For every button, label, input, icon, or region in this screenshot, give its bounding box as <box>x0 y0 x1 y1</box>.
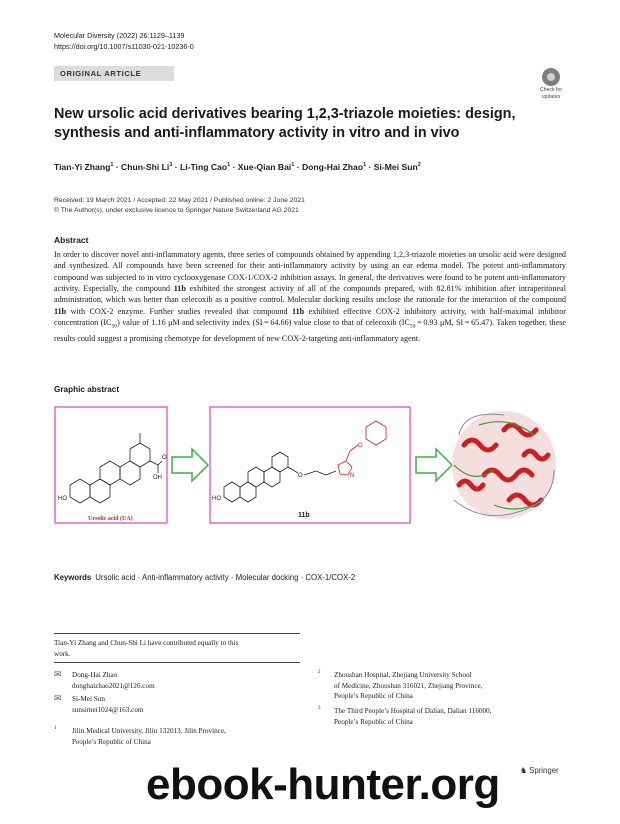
author-affiliation: 1 <box>291 162 295 169</box>
arrow-icon <box>172 449 208 481</box>
abstract-segment: exhibited the strongest activity of all of the compounds prepared, with 82.81% inhibition after intraperitoneal administration, which was better than celecoxib as a positive control. Molecular docking results unclose the rationale for the interaction of the compound <box>54 284 566 305</box>
graphic-abstract-figure <box>54 405 566 525</box>
affiliation-1 <box>54 726 304 747</box>
author[interactable]: Li-Ting Cao <box>179 162 228 172</box>
ua-ho-label: HO <box>58 496 67 502</box>
author-affiliation: 3 <box>169 162 173 169</box>
equal-contribution-note <box>54 638 300 659</box>
affiliation-number: 1 <box>54 726 57 731</box>
watermark: ebook-hunter.org <box>146 760 500 809</box>
ursolic-acid-frame <box>55 407 167 523</box>
abstract-heading: Abstract <box>54 235 89 245</box>
keywords <box>54 573 355 582</box>
linker-o-label: O <box>358 443 363 449</box>
doi-link[interactable]: https://doi.org/10.1007/s11030-021-10236-0 <box>54 42 194 51</box>
check-for-updates-badge[interactable] <box>537 68 565 100</box>
affiliation-number: 3 <box>318 706 321 711</box>
keywords-list: Ursolic acid · Anti-inflammatory activity · Molecular docking · COX-1/COX-2 <box>95 573 356 582</box>
affiliation-line: People’s Republic of China <box>334 692 413 700</box>
affiliation-line: Zhoushan Hospital, Zhejiang University School <box>334 671 472 679</box>
compound-11b-label: 11b <box>298 512 310 519</box>
affiliation-line: People’s Republic of China <box>72 737 151 746</box>
abstract-segment: In order to discover novel anti-inflammatory agents, three series of compounds obtained by appending 1,2,3-triazole moieties on ursolic acid were designed and synthesized. All compounds have been screened for their anti-inflammatory activity by using an ear edema model. The potent anti-inflammatory compound was subjected to in vitro cyclooxygenase COX-1/COX-2 inhibition assays. In general, the derivatives were found to be potent anti-inflammatory activity. Especially, the compound <box>54 250 566 294</box>
author[interactable]: Chun-Shi Li <box>121 162 170 172</box>
compound-11b-structure <box>224 452 336 502</box>
publisher-logo <box>520 766 559 775</box>
author-list: Tian-Yi Zhang$^1$ · Chun-Shi $Li^3$ · Li-Ting Cao$^1$ · Xue-Qian Bai$^1$ · Dong-Hai Zhao$^1$ · Si-Mei Sun$^2$ <box>54 162 421 172</box>
publisher-name: Springer <box>529 766 559 775</box>
abstract-segment: with COX-2 enzyme. Further studies revealed that compound <box>66 306 292 316</box>
badge-label-1: Check for <box>539 87 563 93</box>
corr-name: Si-Mei Sun <box>72 695 105 703</box>
corr-email[interactable]: donghaizhao2021@126.com <box>72 681 155 690</box>
subscript: 50 <box>111 323 118 330</box>
badge-label-2: updates <box>541 94 561 100</box>
affiliation-line: Jilin Medical University, Jilin 132013, Jilin Province, <box>72 727 226 735</box>
abstract-segment: = 0.93 μM, SI = 65.47). Taken together, these results could suggest a promising chemotype for development of new COX-2-targeting anti-inflammatory agent. <box>54 318 566 344</box>
abstract-segment: ) value of 1.16 μM and selectivity index (SI = 64.66) value close to that of celecoxib (IC <box>117 318 410 328</box>
corresponding-author-2 <box>72 694 144 715</box>
footnote-rule <box>54 662 300 663</box>
ua-o-label: O <box>162 455 167 461</box>
compound-ref: 11b <box>173 284 186 294</box>
affiliation-2 <box>318 670 568 702</box>
publication-dates <box>54 196 305 216</box>
affiliation-line: People’s Republic of China <box>334 717 413 726</box>
author[interactable]: Tian-Yi Zhang <box>54 162 111 172</box>
author-affiliation: 1 <box>363 162 367 169</box>
article-type-banner: ORIGINAL ARTICLE <box>54 66 174 81</box>
ua-name-label: Ursolic acid (UA) <box>88 516 133 522</box>
compound-ref: 11b <box>292 306 305 316</box>
keywords-label: Keywords <box>54 573 92 582</box>
abstract-segment: exhibited effective COX-2 inhibitory activity, with half-maximal inhibitor concentration (IC <box>54 306 566 328</box>
dates-line: Received: 19 March 2021 / Accepted: 22 May 2021 / Published online: 2 June 2021 <box>54 197 305 204</box>
check-updates-icon <box>542 68 560 86</box>
triazole-n-label: N <box>350 473 355 479</box>
author[interactable]: Dong-Hai Zhao <box>301 162 364 172</box>
author-affiliation: 1 <box>227 162 231 169</box>
abstract-text <box>54 249 566 344</box>
author-affiliation: 2 <box>417 162 421 169</box>
note-line: Tian-Yi Zhang and Chun-Shi Li have contributed equally to this <box>54 639 239 647</box>
subscript: 50 <box>409 323 416 330</box>
envelope-icon: ✉ <box>54 693 62 703</box>
corr-email[interactable]: sunsimei1024@163.com <box>72 705 144 714</box>
arrow-icon <box>416 449 452 481</box>
ua-oh-label: OH <box>153 475 162 481</box>
note-line: work. <box>54 649 71 658</box>
envelope-icon: ✉ <box>54 669 62 679</box>
author[interactable]: Xue-Qian Bai <box>237 162 292 172</box>
article-title: New ursolic acid derivatives bearing 1,2,3-triazole moieties: design, synthesis and anti-inflammatory activity in vitro and in vivo <box>54 106 516 141</box>
corresponding-author-1 <box>72 670 155 691</box>
affiliation-line: The Third People’s Hospital of Dalian, Dalian 116000, <box>334 707 492 715</box>
affiliation-3 <box>318 706 568 727</box>
affiliation-line: of Medicine, Zhoushan 316021, Zhejiang Province, <box>334 681 483 690</box>
author[interactable]: Si-Mei Sun <box>373 162 418 172</box>
copyright-line: © The Author(s), under exclusive licence to Springer Nature Switzerland AG 2021 <box>54 207 299 214</box>
corr-name: Dong-Hai Zhao <box>72 671 118 679</box>
ester-o-label: O <box>298 473 303 479</box>
compound-ref: 11b <box>54 306 67 316</box>
ursolic-acid-structure <box>70 433 162 503</box>
springer-horse-icon: ♞ <box>520 766 530 775</box>
cmpd-ho-label: HO <box>212 496 221 502</box>
graphic-abstract-heading: Graphic abstract <box>54 385 120 394</box>
journal-citation <box>54 30 194 52</box>
journal-line: Molecular Diversity (2022) 26:1129–1139 <box>54 31 185 40</box>
cox2-protein-ribbon <box>452 411 556 519</box>
footnote-rule <box>54 633 300 634</box>
affiliation-number: 2 <box>318 670 321 675</box>
compound-11b-frame <box>210 407 410 523</box>
author-affiliation: 1 <box>110 162 114 169</box>
